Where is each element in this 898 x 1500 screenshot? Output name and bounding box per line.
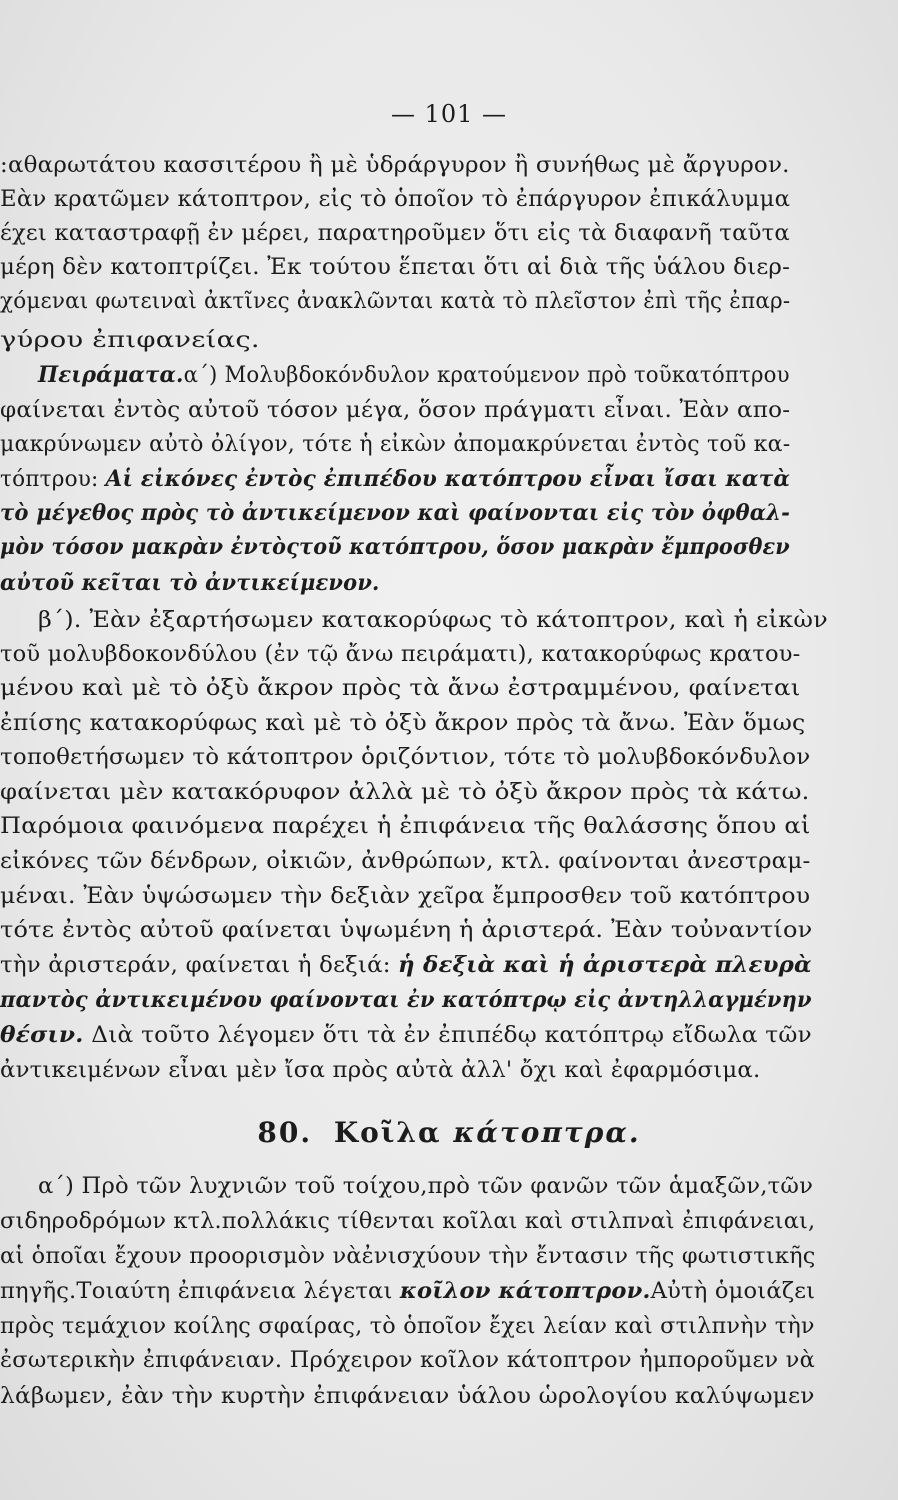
text-line xyxy=(0,742,810,772)
text-segment: τὴν ἀριστεράν, φαίνεται ἡ δεξιά: xyxy=(0,952,399,978)
text-line xyxy=(38,1171,813,1201)
emphasized-text: Πειράματα. xyxy=(38,362,184,388)
section-number: 80. xyxy=(257,1116,313,1149)
section-title: Κοῖλα xyxy=(333,1116,442,1149)
text-line xyxy=(0,532,790,562)
text-segment: ἐσωτερικὴν ἐπιφάνειαν. Πρόχειρον κοῖλον κάτοπτρον ἠμποροῦμεν νὰ xyxy=(0,1347,816,1373)
text-line xyxy=(0,1020,812,1050)
emphasized-text: αὐτοῦ κεῖται τὸ ἀντικείμενον. xyxy=(0,570,380,596)
text-line xyxy=(0,464,790,494)
text-line xyxy=(0,184,790,214)
emphasized-text: κοῖλον κάτοπτρον. xyxy=(399,1278,651,1304)
text-line xyxy=(0,846,810,876)
text-line xyxy=(0,1381,815,1411)
text-line xyxy=(0,673,800,703)
text-segment: Παρόμοια φαινόμενα παρέχει ἡ ἐπιφάνεια τῆς θαλάσσης ὅπου αἱ xyxy=(0,813,811,839)
text-line xyxy=(0,218,790,248)
text-line xyxy=(0,568,380,598)
text-line xyxy=(0,1206,815,1236)
text-segment: :αθαρωτάτου κασσιτέρου ἢ μὲ ὑδράργυρον ἢ συνήθως μὲ ἄργυρον. xyxy=(0,152,790,178)
emphasized-text: ἡ δεξιὰ καὶ ἡ ἀριστερὰ πλευρὰ xyxy=(398,952,812,978)
text-segment: γύρου ἐπιφανείας. xyxy=(0,327,260,353)
text-line xyxy=(0,498,790,528)
text-segment: σιδηροδρόμων κτλ.πολλάκις τίθενται κοῖλαι καὶ στιλπναὶ ἐπιφάνειαι, xyxy=(0,1208,816,1234)
emphasized-text: Αἱ εἰκόνες ἐντὸς ἐπιπέδου κατόπτρου εἶναι ἴσαι κατὰ xyxy=(105,466,791,492)
text-segment: φαίνεται ἐντὸς αὐτοῦ τόσον μέγα, ὅσον πράγματι εἶναι. Ἐὰν απο- xyxy=(0,397,791,423)
text-segment: τοποθετήσωμεν τὸ κάτοπτρον ὁριζόντιον, τότε τὸ μολυβδοκόνδυλον xyxy=(0,744,811,770)
text-line xyxy=(0,915,812,945)
text-line xyxy=(0,325,260,355)
text-line xyxy=(0,708,805,738)
text-line xyxy=(0,639,800,669)
text-segment: τότε ἐντὸς αὐτοῦ φαίνεται ὑψωμένη ἡ ἀριστερά. Ἐὰν τοὐναντίον xyxy=(0,917,813,943)
text-segment: μακρύνωμεν αὐτὸ ὀλίγον, τότε ἡ εἰκὼν ἀπομακρύνεται ἐντὸς τοῦ κα- xyxy=(0,431,791,457)
text-line xyxy=(0,429,790,459)
page-number: — 101 — xyxy=(390,100,508,128)
emphasized-text: θέσιν. xyxy=(0,1022,84,1048)
section-title-italic: κάτοπτρα. xyxy=(453,1116,641,1149)
text-segment: α΄) Μολυβδοκόνδυλον κρατούμενον πρὸ τοῦκατόπτρου xyxy=(183,362,790,388)
text-segment: φαίνεται μὲν κατακόρυφον ἀλλὰ μὲ τὸ ὀξὺ ἄκρον πρὸς τὰ κάτω. xyxy=(0,779,810,805)
text-line xyxy=(0,950,812,980)
text-segment: Αὐτὴ ὁμοιάζει xyxy=(650,1278,816,1304)
text-segment: πηγῆς.Τοιαύτη ἐπιφάνεια λέγεται xyxy=(0,1278,400,1304)
text-line xyxy=(38,360,790,390)
section-heading xyxy=(0,1116,898,1149)
text-segment: ἐπίσης κατακορύφως καὶ μὲ τὸ ὀξὺ ἄκρον πρὸς τὰ ἄνω. Ἐὰν ὅμως xyxy=(0,710,806,736)
text-segment: τόπτρου: xyxy=(0,466,106,492)
text-segment: μένου καὶ μὲ τὸ ὀξὺ ἄκρον πρὸς τὰ ἄνω ἐστραμμένου, φαίνεται xyxy=(0,675,801,701)
text-line xyxy=(0,286,790,316)
text-line xyxy=(0,1055,760,1085)
emphasized-text: μὸν τόσον μακρὰν ἐντὸςτοῦ κατόπτρου, ὅσον μακρὰν ἔμπροσθεν xyxy=(0,534,790,560)
text-line xyxy=(0,1241,815,1271)
text-segment: β΄). Ἐὰν ἐξαρτήσωμεν κατακορύφως τὸ κάτοπτρον, καὶ ἡ εἰκὼν xyxy=(38,607,828,633)
text-segment: α΄) Πρὸ τῶν λυχνιῶν τοῦ τοίχου,πρὸ τῶν φανῶν τῶν ἁμαξῶν,τῶν xyxy=(38,1173,814,1199)
text-segment: αἱ ὁποῖαι ἔχουν προορισμὸν νὰἐνισχύουν τὴν ἔντασιν τῆς φωτιστικῆς xyxy=(0,1243,816,1269)
emphasized-text: παντὸς ἀντικειμένου φαίνονται ἐν κατόπτρῳ εἰς ἀντηλλαγμένην xyxy=(0,987,812,1013)
text-segment: ἀντικειμένων εἶναι μὲν ἴσα πρὸς αὐτὰ ἀλλ' ὄχι καὶ ἐφαρμόσιμα. xyxy=(0,1057,761,1083)
text-line xyxy=(0,1345,815,1375)
text-segment: πρὸς τεμάχιον κοίλης σφαίρας, τὸ ὁποῖον ἔχει λείαν καὶ στιλπνὴν τὴν xyxy=(0,1313,815,1339)
text-line xyxy=(0,881,810,911)
emphasized-text: τὸ μέγεθος πρὸς τὸ ἀντικείμενον καὶ φαίνονται εἰς τὸν ὀφθαλ- xyxy=(0,500,791,526)
text-line xyxy=(0,395,790,425)
text-segment: μέναι. Ἐὰν ὑψώσωμεν τὴν δεξιὰν χεῖρα ἔμπροσθεν τοῦ κατόπτρου xyxy=(0,883,811,909)
text-line xyxy=(0,1311,815,1341)
text-line xyxy=(0,252,790,282)
text-line xyxy=(38,605,828,635)
text-segment: λάβωμεν, ἐὰν τὴν κυρτὴν ἐπιφάνειαν ὑάλου ὡρολογίου καλύψωμεν xyxy=(0,1383,815,1409)
text-line xyxy=(0,1276,815,1306)
text-segment: εἰκόνες τῶν δένδρων, οἰκιῶν, ἀνθρώπων, κτλ. φαίνονται ἀνεστραμ- xyxy=(0,848,811,874)
text-segment: χόμεναι φωτειναὶ ἀκτῖνες ἀνακλῶνται κατὰ τὸ πλεῖστον ἐπὶ τῆς ἐπαρ- xyxy=(0,288,791,314)
text-line xyxy=(0,985,812,1015)
text-line xyxy=(0,811,811,841)
text-segment: τοῦ μολυβδοκονδύλου (ἐν τῷ ἄνω πειράματι), κατακορύφως κρατου- xyxy=(0,641,801,667)
text-segment: Εὰν κρατῶμεν κάτοπτρον, εἰς τὸ ὁποῖον τὸ ἐπάργυρον ἐπικάλυμμα xyxy=(0,186,791,212)
text-segment: έχει καταστραφῇ ἐν μέρει, παρατηροῦμεν ὅτι εἰς τὰ διαφανῆ ταῦτα xyxy=(0,220,790,246)
text-line xyxy=(0,150,790,180)
text-segment: Διὰ τοῦτο λέγομεν ὅτι τὰ ἐν ἐπιπέδῳ κατόπτρῳ εἴδωλα τῶν xyxy=(83,1022,812,1048)
text-line xyxy=(0,777,810,807)
text-segment: μέρη δὲν κατοπτρίζει. Ἐκ τούτου ἕπεται ὅτι αἱ διὰ τῆς ὑάλου διερ- xyxy=(0,254,791,280)
